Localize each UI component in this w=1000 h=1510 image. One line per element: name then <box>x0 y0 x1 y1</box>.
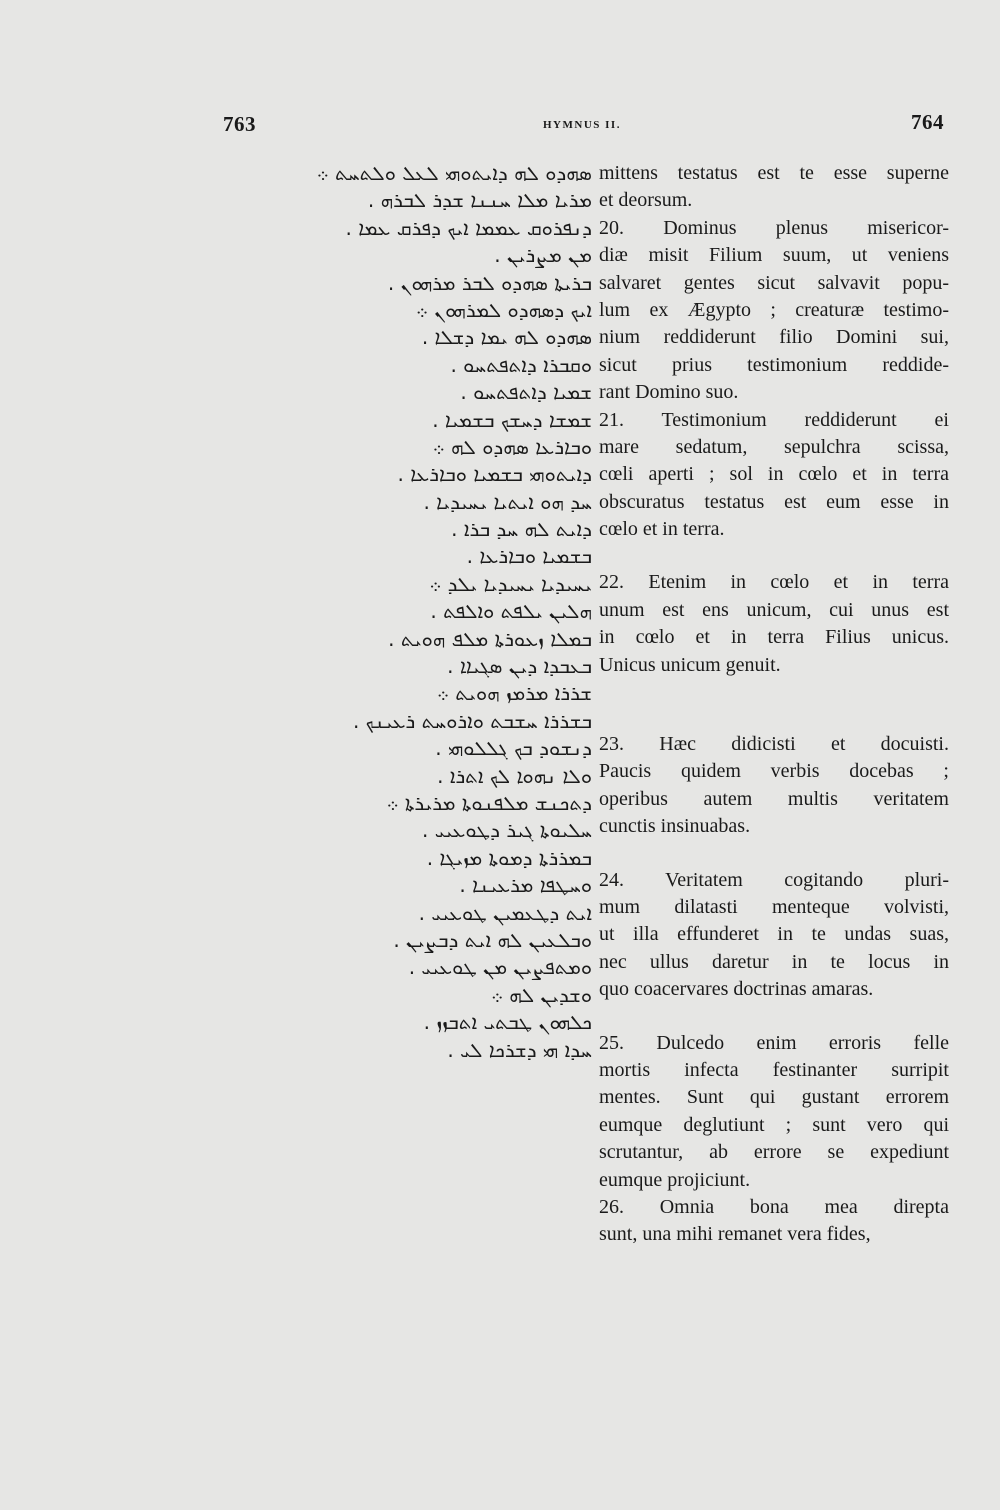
latin-line: mortis infecta festinanter surripit <box>599 1058 949 1081</box>
latin-line: mare sedatum, sepulchra scissa, <box>599 435 949 458</box>
latin-line: Paucis quidem verbis docebas ; <box>599 760 949 783</box>
syriac-line: ܘܒܐܪܥܐ ܣܗܕܘ ܠܗ ܀ <box>432 434 592 459</box>
syriac-line: ܘܚܛܦܐ ܡܪܥܝܢܐ . <box>459 873 592 898</box>
syriac-line: ܗܠܝܢ ܝܠܦܬ ܘܐܠܦܬ . <box>430 599 592 624</box>
latin-line: 26. Omnia bona mea direpta <box>599 1195 949 1218</box>
latin-line: quo coacervares doctrinas amaras. <box>599 978 874 1001</box>
syriac-line: ܘܠܐ ܢܗܘܐ ܠܟ ܐܬܪܐ . <box>437 763 592 788</box>
syriac-line: ܕܐܝܬܘܗܝ ܒܫܡܝܐ ܘܒܐܪܥܐ . <box>397 462 592 487</box>
syriac-line: ܡܪܝܐ ܡܠܐ ܚܢܢܐ ܫܕܪ ܠܒܪܗ . <box>367 188 592 213</box>
latin-paragraph <box>599 1030 949 1194</box>
syriac-line: ܚܕܐ ܗܝ ܕܫܪܟܐ ܠܝ . <box>447 1037 592 1062</box>
latin-line: nium reddiderunt filio Domini sui, <box>599 326 949 349</box>
syriac-text-column <box>250 160 592 1064</box>
syriac-line: ܕܢܫܘܕ ܒܟ ܓܠܠܘܗܝ . <box>435 736 592 761</box>
latin-line: unum est ens unicum, cui unus est <box>599 598 949 621</box>
latin-paragraph <box>599 867 949 1004</box>
syriac-line: ܘܩܒܪܐ ܕܐܬܦܬܚܘ . <box>450 352 592 377</box>
syriac-line: ܘܫܕܝܢ ܠܗ ܀ <box>490 982 592 1007</box>
latin-line: operibus autem multis veritatem <box>599 787 949 810</box>
right-page-number: 764 <box>911 110 944 134</box>
latin-line: mittens testatus est te esse superne <box>599 162 949 184</box>
latin-paragraph <box>599 569 949 679</box>
latin-paragraph <box>599 215 949 407</box>
latin-line: sunt, una mihi remanet vera fides, <box>599 1223 871 1246</box>
syriac-line: ܘܡܬܦܨܝܢ ܡܢ ܛܘܥܝܝ . <box>408 955 592 980</box>
left-page-number: 763 <box>223 112 256 136</box>
latin-line: scrutantur, ab errore se expediunt <box>599 1141 949 1164</box>
latin-line: eumque deglutiunt ; sunt vero qui <box>599 1113 949 1136</box>
latin-line: cœli aperti ; sol in cœlo et in terra <box>599 463 949 486</box>
syriac-line: ܕܐܝܬ ܠܗ ܚܕ ܒܪܐ . <box>451 517 592 542</box>
latin-line: obscuratus testatus est eum esse in <box>599 490 949 513</box>
syriac-line: ܚܕ ܗܘ ܐܝܬܝܐ ܝܚܝܕܝܐ . <box>423 489 592 514</box>
syriac-line: ܫܡܫܐ ܕܚܫܟ ܒܫܡܝܐ . <box>432 407 592 432</box>
latin-line: diæ misit Filium suum, ut veniens <box>599 244 949 267</box>
syriac-line: ܒܡܪܪܬܐ ܕܡܘܬܐ ܡܙܝܓܐ . <box>426 845 592 870</box>
latin-line: cunctis insinuabas. <box>599 815 751 838</box>
syriac-line: ܘܒܠܥܝܢ ܠܗ ܐܝܬ ܕܒܨܝܢ . <box>393 927 592 952</box>
latin-line: cœlo et in terra. <box>599 518 725 541</box>
syriac-line: ܐܝܟ ܕܣܗܕܘ ܠܡܪܗܘܢ ܀ <box>415 297 592 322</box>
syriac-line: ܚܠܝܘܬܐ ܓܝܪ ܕܛܘܥܝܝ . <box>422 818 592 843</box>
syriac-line: ܒܡܠܐ ܙܥܘܪܬܐ ܡܠܦ ܗܘܝܬ . <box>388 626 592 651</box>
latin-line: Unicus unicum genuit. <box>599 653 781 676</box>
syriac-line: ܕܢܦܪܘܩ ܥܡܡܐ ܐܝܟ ܕܦܪܩ ܥܡܐ . <box>345 215 592 240</box>
syriac-line: ܐܝܬ ܕܛܥܡܝܢ ܛܘܥܝܝ . <box>418 900 592 925</box>
latin-line: 21. Testimonium reddiderunt ei <box>599 408 949 431</box>
syriac-line: ܫܡܝܐ ܕܐܬܦܬܚܘ . <box>460 380 592 405</box>
syriac-line: ܒܫܪܪܐ ܚܫܒܬ ܘܐܪܘܚܬ ܪܥܝܢܟ . <box>352 708 592 733</box>
latin-text-column <box>599 160 949 1249</box>
latin-line: 25. Dulcedo enim erroris felle <box>599 1031 949 1054</box>
latin-line: 22. Etenim in cœlo et in terra <box>599 571 949 594</box>
latin-paragraph <box>599 1194 949 1249</box>
latin-line: nec ullus daretur in te locus in <box>599 950 949 973</box>
latin-line: in cœlo et in terra Filius unicus. <box>599 626 949 649</box>
latin-line: salvaret gentes sicut salvavit popu- <box>599 271 949 294</box>
syriac-line: ܝܚܝܕܝܐ ܝܚܝܕܝܐ ܝܠܕ ܀ <box>429 571 592 596</box>
latin-line: ut illa effunderet in te undas suas, <box>599 923 949 946</box>
syriac-line: ܕܬܟܢܫ ܡܠܦܢܘܬܐ ܡܪܝܪܬܐ ܀ <box>386 790 592 815</box>
latin-paragraph <box>599 160 949 215</box>
syriac-line: ܟܠܗܘܢ ܛܒܬܝ ܐܬܒܙܙ . <box>423 1010 592 1035</box>
latin-line: sicut prius testimonium reddide- <box>599 353 949 376</box>
syriac-line: ܫܪܪܐ ܡܪܡܙ ܗܘܝܬ ܀ <box>436 681 592 706</box>
latin-line: 24. Veritatem cogitando pluri- <box>599 868 949 891</box>
page-header <box>0 112 1000 142</box>
latin-line: mum dilatasti menteque volvisti, <box>599 895 949 918</box>
latin-line: lum ex Ægypto ; creaturæ testimo- <box>599 298 949 321</box>
latin-line: mentes. Sunt qui gustant errorem <box>599 1086 949 1109</box>
latin-line: rant Domino suo. <box>599 381 739 404</box>
running-title: HYMNUS II. <box>543 119 621 131</box>
syriac-line: ܡܢ ܡܨܪܝܢ . <box>494 243 592 268</box>
latin-line: eumque projiciunt. <box>599 1168 751 1191</box>
syriac-line: ܒܫܡܝܐ ܘܒܐܪܥܐ . <box>466 544 592 569</box>
syriac-line: ܣܗܕܘ ܠܗ ܝܡܐ ܕܫܠܐ . <box>421 325 592 350</box>
syriac-line: ܒܥܒܕܐ ܕܝܢ ܣܓܝܐܐ . <box>447 654 592 679</box>
latin-paragraph <box>599 407 949 544</box>
latin-line: 23. Hæc didicisti et docuisti. <box>599 733 949 756</box>
latin-line: et deorsum. <box>599 189 693 212</box>
latin-paragraph <box>599 731 949 841</box>
syriac-line: ܣܗܕܘ ܠܗ ܕܐܝܬܘܗܝ ܠܥܠ ܘܠܬܚܬ ܀ <box>316 161 592 185</box>
syriac-line: ܒܪܝܬܐ ܣܗܕܘ ܠܒܪ ܡܪܗܘܢ . <box>387 270 592 295</box>
latin-line: 20. Dominus plenus misericor- <box>599 216 949 239</box>
